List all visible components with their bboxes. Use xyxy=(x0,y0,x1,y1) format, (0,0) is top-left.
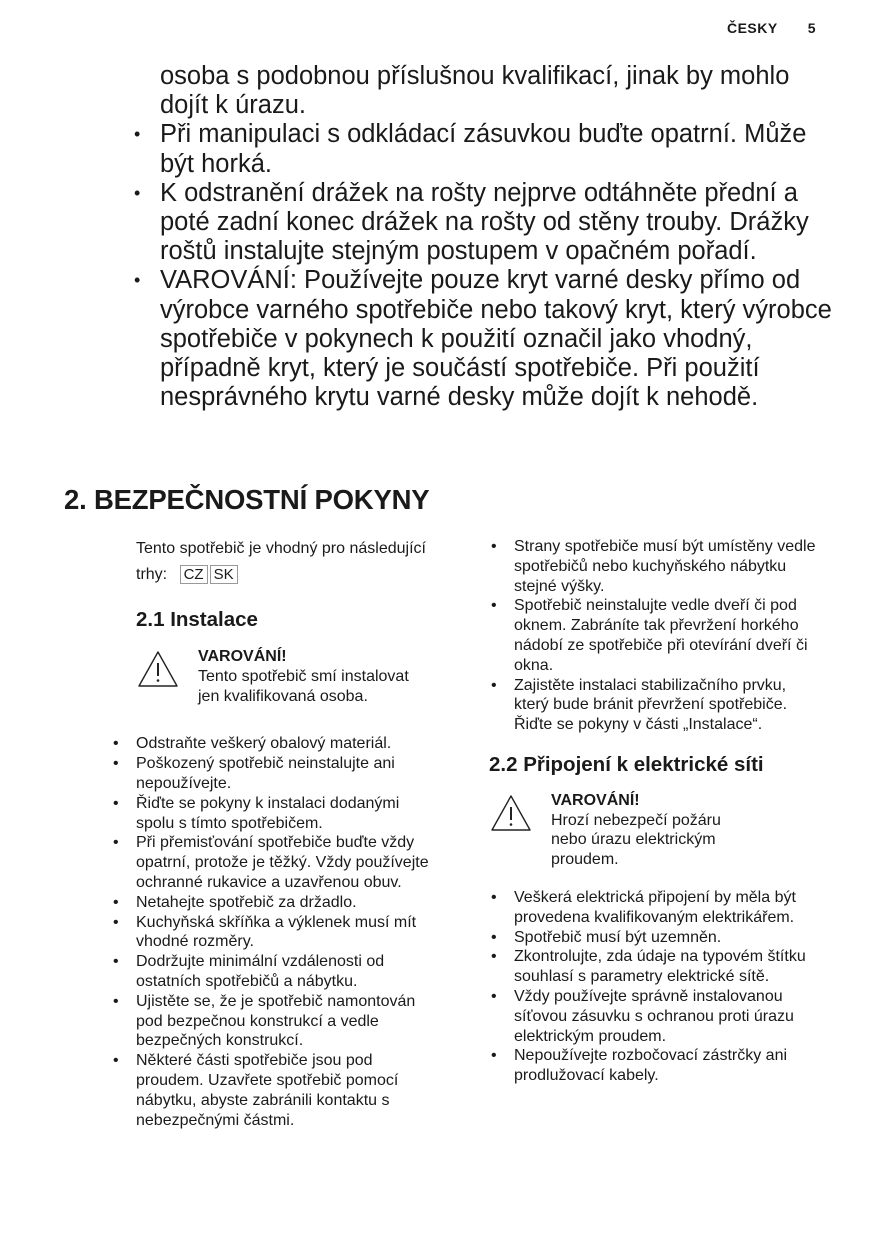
list-item: • Odstraňte veškerý obalový materiál. xyxy=(111,734,441,754)
list-item: • Nepoužívejte rozbočovací zástrčky ani prodlužovací kabely. xyxy=(489,1046,824,1086)
list-item: • Dodržujte minimální vzdálenosti od ostatních spotřebičů a nábytku. xyxy=(111,952,441,992)
list-item: • Při manipulaci s odkládací zásuvkou buďte opatrní. Může být horká. xyxy=(134,120,834,178)
list-item: • Vždy používejte správně instalovanou síťovou zásuvku s ochranou proti úrazu elektrickým proudem. xyxy=(489,987,824,1046)
list-item: • Veškerá elektrická připojení by měla být provedena kvalifikovaným elektrikářem. xyxy=(489,888,824,928)
warning-box xyxy=(136,647,466,717)
warning-triangle-icon xyxy=(136,649,180,689)
list-item: • Poškozený spotřebič neinstalujte ani nepoužívejte. xyxy=(111,754,441,794)
market-code: SK xyxy=(210,565,238,584)
continued-safety-text xyxy=(134,62,834,412)
list-item: • VAROVÁNÍ: Používejte pouze kryt varné desky přímo od výrobce varného spotřebiče nebo takový kryt, který výrobce spotřebiče v pokynech k použití označil jako vhodný, případně kryt, který je součástí spotřebiče. Při použití nesprávného krytu varné desky může dojít k nehodě. xyxy=(134,266,834,412)
market-code: CZ xyxy=(180,565,208,584)
page-number: 5 xyxy=(807,20,816,36)
warning-title: VAROVÁNÍ! xyxy=(551,791,640,809)
intro-paragraph xyxy=(136,539,466,585)
continuation-paragraph: osoba s podobnou příslušnou kvalifikací, jinak by mohlo dojít k úrazu. xyxy=(160,62,790,120)
markets-label: trhy: xyxy=(136,565,168,583)
list-item: • K odstranění drážek na rošty nejprve odtáhněte přední a poté zadní konec drážek na rošty od stěny trouby. Drážky roštů instalujte stejným postupem v opačném pořadí. xyxy=(134,179,834,267)
list-item: • Netahejte spotřebič za držadlo. xyxy=(111,893,441,913)
subsection-title: 2.2 Připojení k elektrické síti xyxy=(489,752,764,776)
language-label: ČESKY xyxy=(726,20,778,36)
market-codes xyxy=(180,565,240,585)
list-item: • Řiďte se pokyny k instalaci dodanými spolu s tímto spotřebičem. xyxy=(111,794,441,834)
electrical-list xyxy=(489,888,824,1086)
list-item: • Při přemisťování spotřebiče buďte vždy opatrní, protože je těžký. Vždy používejte ochranné rukavice a uzavřenou obuv. xyxy=(111,833,441,892)
list-item: • Zajistěte instalaci stabilizačního prvku, který bude bránit převržení spotřebiče. Řiďte se pokyny v části „Instalace“. xyxy=(489,676,824,735)
page-header xyxy=(727,20,816,36)
warning-triangle-icon xyxy=(489,793,533,833)
installation-list-continued xyxy=(489,537,824,735)
list-item: • Ujistěte se, že je spotřebič namontován pod bezpečnou konstrukcí a vedle bezpečných konstrukcí. xyxy=(111,992,441,1051)
list-item: • Strany spotřebiče musí být umístěny vedle spotřebičů nebo kuchyňského nábytku stejné výšky. xyxy=(489,537,824,596)
subsection-title: 2.1 Instalace xyxy=(136,607,258,631)
warning-title: VAROVÁNÍ! xyxy=(198,648,287,666)
list-item: • Spotřebič neinstalujte vedle dveří či pod oknem. Zabráníte tak převržení horkého nádobí ze spotřebiče při otevírání dveří či okna. xyxy=(489,596,824,675)
warning-text: Tento spotřebič smí instalovat jen kvalifikovaná osoba. xyxy=(198,668,409,705)
intro-text: Tento spotřebič je vhodný pro následující xyxy=(136,540,426,557)
top-bullet-list xyxy=(134,120,834,412)
section-title: 2. BEZPEČNOSTNÍ POKYNY xyxy=(64,484,430,515)
right-column xyxy=(489,537,824,1086)
list-item: • Některé části spotřebiče jsou pod proudem. Uzavřete spotřebič pomocí nábytku, abyste zabránili kontaktu s nebezpečnými částmi. xyxy=(111,1051,441,1130)
list-item: • Zkontrolujte, zda údaje na typovém štítku souhlasí s parametry elektrické sítě. xyxy=(489,947,824,987)
installation-list xyxy=(111,734,441,1130)
warning-text: Hrozí nebezpečí požáru nebo úrazu elektrickým proudem. xyxy=(551,811,721,869)
left-column xyxy=(136,539,466,1130)
warning-box xyxy=(489,791,824,870)
list-item: • Kuchyňská skříňka a výklenek musí mít vhodné rozměry. xyxy=(111,913,441,953)
list-item: • Spotřebič musí být uzemněn. xyxy=(489,928,824,948)
